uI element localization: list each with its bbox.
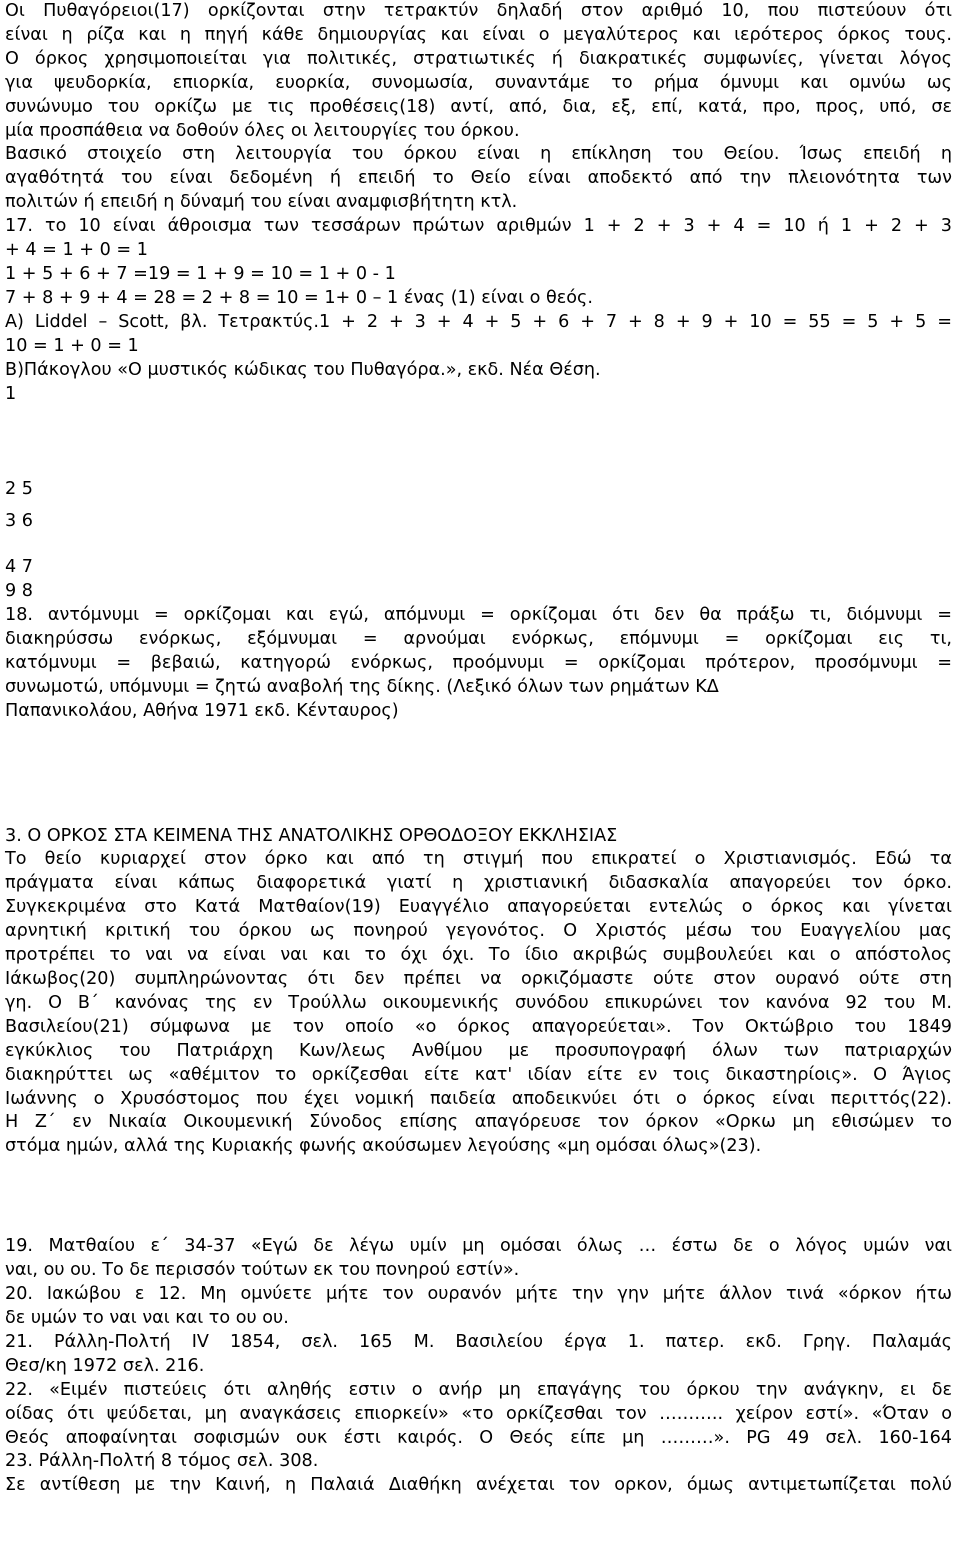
text-line: Ιάκωβος(20) συμπληρώνοντας ότι δεν πρέπει να ορκιζόμαστε ούτε στον ουρανό ούτε στη: [5, 969, 952, 989]
footnote-line: ναι, ου ου. Το δε περισσόν τούτων εκ του πονηρού εστίν».: [5, 1260, 520, 1281]
footnote-18: [5, 604, 952, 724]
tetractys-row: 1: [5, 383, 17, 404]
text-line: αρνητική κριτική του όρκου ως πονηρού γεγονότος. Ο Χριστός μέσω του Ευαγγελίου μας: [5, 921, 952, 942]
footnote-line: Παπανικολάου, Αθήνα 1971 εκδ. Κένταυρος): [5, 700, 399, 721]
footnote-line: Β)Πάκογλου «Ο μυστικός κώδικας του Πυθαγόρα.», εκδ. Νέα Θέση.: [5, 359, 601, 380]
text-line: Βασικό στοιχείο στη λειτουργία του όρκου είναι η επίκληση του Θείου. Ίσως επειδή η: [5, 144, 952, 165]
footnote-17: [5, 215, 952, 382]
text-line: Οι Πυθαγόρειοι(17) ορκίζονται στην τετρακτύν δηλαδή στον αριθμό 10, που πιστεύουν ότι: [5, 1, 952, 21]
text-line: εγκύκλιος του Πατριάρχη Κων/λεως Ανθίμου με προσυπογραφή όλων των πατριαρχών: [5, 1040, 952, 1061]
text-line: αγαθότητά του είναι δεδομένη ή επειδή το Θείο είναι αποδεκτό από την πλειονότητα των: [5, 168, 952, 189]
text-line: μία προσπάθεια να δοθούν όλες οι λειτουργίες του όρκου.: [5, 120, 520, 141]
footnotes-19-23: [5, 1235, 952, 1498]
footnote-line: 1 + 5 + 6 + 7 =19 = 1 + 9 = 10 = 1 + 0 - 1: [5, 263, 396, 284]
tetractys-figure: [5, 383, 952, 605]
footnote-line: δε υμών το ναι ναι και το ου ου.: [5, 1307, 289, 1328]
section-heading: 3. Ο ΟΡΚΟΣ ΣΤΑ ΚΕΙΜΕΝΑ ΤΗΣ ΑΝΑΤΟΛΙΚΗΣ ΟΡΘΟΔΟΞΟΥ ΕΚΚΛΗΣΙΑΣ: [5, 825, 618, 846]
text-line: Συγκεκριμένα στο Κατά Ματθαίον(19) Ευαγγέλιο απαγορεύεται εντελώς ο όρκος και γίνεται: [5, 897, 952, 918]
text-line: Το θείο κυριαρχεί στον όρκο και από τη στιγμή που επικρατεί ο Χριστιανισμός. Εδώ τα: [5, 849, 952, 870]
text-line: προτρέπει το ναι να είναι ναι και το όχι όχι. Το ίδιο ακριβώς συμβουλεύει και ο απόστολος: [5, 945, 952, 966]
text-line: πράγματα είναι κάπως διαφορετικά γιατί η χριστιανική διδασκαλία απαγορεύει τον όρκο.: [5, 873, 952, 894]
text-line: για ψευδορκία, επιορκία, ευορκία, συνομωσία, συναντάμε το ρήμα όμνυμι και ομνύω ως: [5, 72, 952, 93]
divine-paragraph: [5, 143, 952, 215]
text-line: Η Ζ΄ εν Νικαία Οικουμενική Σύνοδος επίσης απαγόρευσε τον όρκον «Ορκω μη εθισώμεν το: [5, 1112, 952, 1133]
footnote-line: 19. Ματθαίου ε΄ 34-37 «Εγώ δε λέγω υμίν μη ομόσαι όλως … έστω δε ο λόγος υμών ναι: [5, 1236, 952, 1257]
text-line: πολιτών ή επειδή η δύναμή του είναι αναμφισβήτητη κτλ.: [5, 192, 518, 213]
text-line: είναι η ρίζα και η πηγή κάθε δημιουργίας και είναι ο μεγαλύτερος και ιερότερος όρκος τους.: [5, 24, 952, 45]
footnote-line: Σε αντίθεση με την Καινή, η Παλαιά Διαθήκη ανέχεται τον ορκον, όμως αντιμετωπίζεται πολύ: [5, 1475, 952, 1496]
text-line: διακηρύττει ως «αθέμιτον το ορκίζεσθαι είτε κατ' ιδίαν είτε εν τοις δικαστηρίοις». Ο Άγιος: [5, 1064, 952, 1085]
footnote-line: 7 + 8 + 9 + 4 = 28 = 2 + 8 = 10 = 1+ 0 – 1 ένας (1) είναι ο θεός.: [5, 287, 593, 308]
footnote-line: Α) Liddel – Scott, βλ. Τετρακτύς.1 + 2 + 3 + 4 + 5 + 6 + 7 + 8 + 9 + 10 = 55 = 5 + 5 =: [5, 311, 952, 332]
tetractys-row: 3 6: [5, 511, 33, 532]
text-line: στόμα ημών, αλλά της Κυριακής φωνής ακούσωμεν λεγούσης «μη ομόσαι όλως»(23).: [5, 1136, 762, 1157]
footnote-line: διακηρύσσω ενόρκως, εξόμνυμαι = αρνούμαι ενόρκως, επόμνυμι = ορκίζομαι εις τι,: [5, 628, 952, 649]
footnote-line: 21. Ράλλη-Πολτή IV 1854, σελ. 165 Μ. Βασιλείου έργα 1. πατερ. εκδ. Γρηγ. Παλαμάς: [5, 1331, 952, 1352]
footnote-line: 10 = 1 + 0 = 1: [5, 335, 139, 356]
tetractys-row: 2 5: [5, 479, 33, 500]
footnote-line: Θεσ/κη 1972 σελ. 216.: [5, 1355, 205, 1376]
text-line: Βασιλείου(21) σύμφωνα με τον οποίο «ο όρκος απαγορεύεται». Τον Οκτώβριο του 1849: [5, 1016, 952, 1037]
footnote-line: συνωμοτώ, υπόμνυμι = ζητώ αναβολή της δίκης. (Λεξικό όλων των ρημάτων ΚΔ: [5, 676, 719, 697]
intro-paragraph: [5, 0, 952, 143]
text-line: γη. Ο Β΄ κανόνας της εν Τρούλλω οικουμενικής συνόδου επικυρώνει τον κανόνα 92 του Μ.: [5, 992, 952, 1013]
footnote-line: 20. Ιακώβου ε 12. Μη ομνύετε μήτε τον ουρανόν μήτε την γην μήτε άλλον τινά «όρκον ήτω: [5, 1284, 952, 1305]
text-line: συνώνυμο του ορκίζω με τις προθέσεις(18) αντί, από, δια, εξ, επί, κατά, προ, προς, υπό, σε: [5, 96, 952, 117]
footnote-line: + 4 = 1 + 0 = 1: [5, 240, 148, 261]
tetractys-row: 9 8: [5, 581, 33, 602]
footnote-line: Θεός αποφαίνηται σοφισμών ουκ έστι καιρός. Ο Θεός είπε μη ………». PG 49 σελ. 160-164: [5, 1427, 952, 1448]
text-line: Ο όρκος χρησιμοποιείται για πολιτικές, στρατιωτικές ή διακρατικές συμφωνίες, γίνεται λόγος: [5, 48, 952, 69]
footnote-line: 18. αντόμνυμι = ορκίζομαι και εγώ, απόμνυμι = ορκίζομαι ότι δεν θα πράξω τι, διόμνυμι =: [5, 605, 952, 626]
tetractys-row: 4 7: [5, 557, 33, 578]
footnote-line: 23. Ράλλη-Πολτή 8 τόμος σελ. 308.: [5, 1451, 319, 1472]
section-3: [5, 825, 952, 1160]
text-line: Ιωάννης ο Χρυσόστομος που έχει νομική παιδεία αποδεικνύει ότι ο όρκος είναι περιττός(22).: [5, 1088, 952, 1109]
footnote-line: 17. το 10 είναι άθροισμα των τεσσάρων πρώτων αριθμών 1 + 2 + 3 + 4 = 10 ή 1 + 2 + 3: [5, 216, 952, 237]
footnote-line: 22. «Ειμέν πιστεύεις ότι αληθής εστιν ο ανήρ μη επαγάγης του όρκου την ανάγκην, ει δε: [5, 1379, 952, 1400]
footnote-line: κατόμνυμι = βεβαιώ, κατηγορώ ενόρκως, προόμνυμι = ορκίζομαι πρότερον, προσόμνυμι =: [5, 652, 952, 673]
footnote-line: οίδας ότι ψεύδεται, μη αναγκάσεις επιορκείν» «το ορκίζεσθαι τον ……….. χείρον εστί». «Όταν ο: [5, 1403, 952, 1424]
